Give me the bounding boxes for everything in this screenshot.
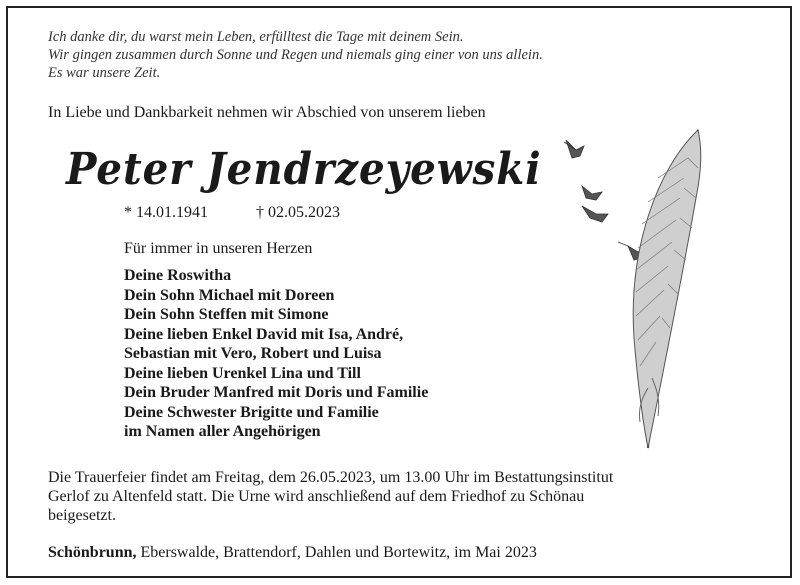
forever-text: Für immer in unseren Herzen [124,240,313,257]
mourner-line: Dein Sohn Michael mit Doreen [124,286,335,304]
mourner-line: Deine lieben Urenkel Lina und Till [124,364,361,382]
mourner-line: Deine Roswitha [124,267,232,284]
quote-line: Ich danke dir, du warst mein Leben, erfülltest die Tage mit deinem Sein. [48,29,464,45]
quote-line: Wir gingen zusammen durch Sonne und Regen und niemals ging einer von uns allein. [48,47,543,63]
places-bold: Schönbrunn, [48,544,137,561]
life-dates [124,204,340,222]
memorial-quote [48,28,543,82]
mourner-line: Sebastian mit Vero, Robert und Luisa [124,345,382,362]
places-rest: Eberswalde, Brattendorf, Dahlen und Bortewitz, im Mai 2023 [136,544,537,561]
places-and-date [48,544,537,562]
mourner-line: Deine Schwester Brigitte und Familie [124,403,379,421]
mourners-list [124,266,428,442]
death-date: † 02.05.2023 [256,204,340,221]
ceremony-notice [48,468,613,525]
ceremony-line: Gerlof zu Altenfeld statt. Die Urne wird anschließend auf dem Friedhof zu Schönau [48,488,585,505]
quote-line: Es war unsere Zeit. [48,65,161,81]
obituary-card [6,6,792,578]
mourner-line: Deine lieben Enkel David mit Isa, André, [124,325,404,343]
birth-date: * 14.01.1941 [124,204,208,221]
deceased-name: Peter Jendrzeyewski [66,144,542,195]
feather-with-hummingbirds-icon [548,128,708,458]
mourner-line: im Namen aller Angehörigen [124,423,321,440]
ceremony-line: Die Trauerfeier findet am Freitag, dem 26.05.2023, um 13.00 Uhr im Bestattungsinstitut [48,469,614,486]
mourner-line: Dein Bruder Manfred mit Doris und Familie [124,384,429,401]
mourner-line: Dein Sohn Steffen mit Simone [124,306,329,323]
ceremony-line: beigesetzt. [48,507,116,524]
intro-text: In Liebe und Dankbarkeit nehmen wir Abschied von unserem lieben [48,104,486,121]
